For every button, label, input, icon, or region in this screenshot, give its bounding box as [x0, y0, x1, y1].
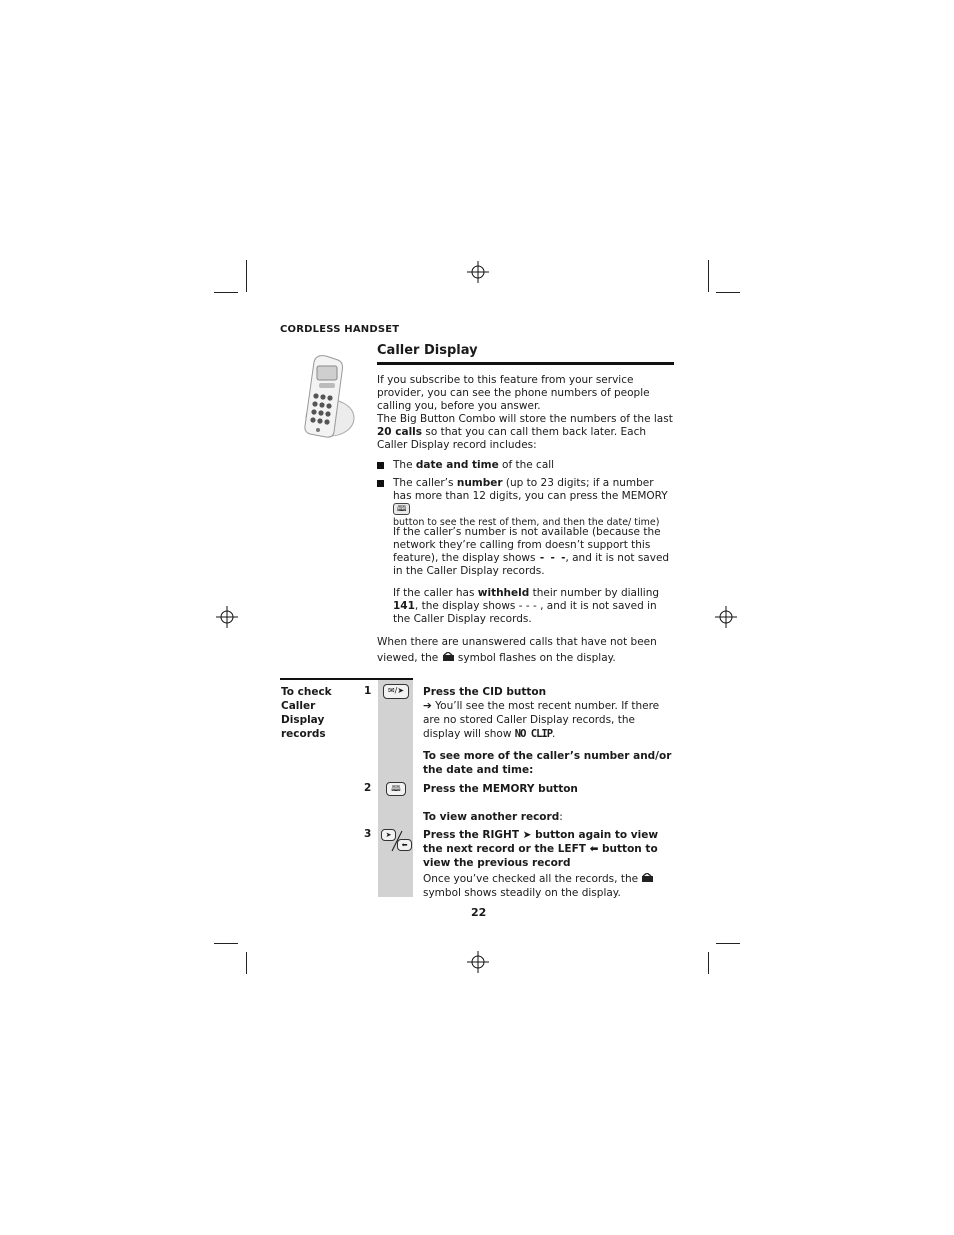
- section-header: CORDLESS HANDSET: [280, 324, 400, 335]
- text-run: If the caller’s number is not available (because the network they’re calling from doesn’t support this feature), the display shows: [393, 526, 661, 564]
- intro-paragraph: [377, 413, 677, 452]
- text-run: When there are unanswered calls that have not been viewed, the: [377, 636, 657, 664]
- intro-text: [377, 374, 677, 452]
- lcd-display-text: NO CLIP: [514, 728, 553, 740]
- step-number: 2: [364, 782, 372, 794]
- step-3: [423, 828, 673, 900]
- page-number: 22: [471, 906, 487, 919]
- text-run: The Big Button Combo will store the numbers of the last: [377, 413, 673, 425]
- list-item: [377, 477, 672, 529]
- text-run-bold: withheld: [477, 587, 530, 599]
- cid-button-icon: ✉/➤: [383, 684, 409, 699]
- text-run: .: [552, 728, 556, 740]
- crop-mark: [246, 952, 247, 974]
- step-instruction: Press the CID button: [423, 686, 547, 698]
- step-number: 3: [364, 828, 372, 840]
- subheading: [423, 810, 673, 824]
- note-paragraph: [393, 526, 673, 578]
- text-run: symbol shows steadily on the display.: [423, 887, 621, 899]
- text-run: The caller’s: [393, 477, 457, 489]
- text-run: , and it is not saved in the Caller Display records.: [393, 552, 670, 577]
- text-run-bold: To view another record: [423, 811, 560, 823]
- text-run: :: [559, 811, 563, 823]
- bullet-square-icon: [377, 462, 384, 469]
- intro-paragraph: If you subscribe to this feature from your service provider, you can see the phone numbers of people calling you, before you answer.: [377, 374, 650, 412]
- unanswered-calls-text: [377, 634, 667, 666]
- text-run-bold: 141: [393, 600, 415, 612]
- text-run: button to view the previous record: [423, 843, 658, 869]
- crop-mark: [716, 943, 740, 944]
- step-1: [423, 685, 673, 741]
- text-run: of the call: [498, 459, 555, 471]
- crop-mark: [708, 260, 709, 292]
- text-run: symbol flashes on the display.: [454, 652, 616, 664]
- text-run: their number by dialling: [529, 587, 660, 599]
- registration-mark-icon: [216, 606, 238, 628]
- crop-mark: [214, 943, 238, 944]
- new-call-envelope-icon: [641, 873, 654, 883]
- procedure-topic: To check Caller Display records: [281, 686, 332, 740]
- phone-handset-image: [300, 352, 355, 440]
- crop-mark: [214, 292, 238, 293]
- crop-mark: [708, 952, 709, 974]
- text-run: button again to view the next record or the LEFT: [423, 829, 659, 855]
- text-run: If the caller has: [393, 587, 478, 599]
- arrow-icon: ➔: [423, 700, 432, 712]
- left-button-icon: ⬅: [397, 839, 412, 851]
- memory-book-icon: 🕮: [393, 503, 410, 515]
- text-run: button to see the rest of them, and then the date/ time): [393, 517, 660, 528]
- text-run: (up to 23 digits; if a number has more than 12 digits, you can press the MEMORY: [393, 477, 668, 502]
- text-run: You’ll see the most recent number. If there are no stored Caller Display records, the display will show: [423, 700, 660, 740]
- memory-book-icon: 🕮: [386, 782, 406, 796]
- registration-mark-icon: [467, 261, 489, 283]
- new-call-envelope-icon: [442, 652, 455, 662]
- page-title: Caller Display: [377, 343, 478, 358]
- step-number: 1: [364, 685, 372, 697]
- note-paragraph: [393, 587, 673, 626]
- step-result: [423, 872, 673, 900]
- display-dashes: - - -: [538, 552, 566, 564]
- step-instruction: Press the MEMORY button: [423, 783, 578, 795]
- registration-mark-icon: [467, 951, 489, 973]
- text-run-bold: date and time: [415, 459, 499, 471]
- text-run-bold: 20 calls: [377, 426, 423, 438]
- bullet-square-icon: [377, 480, 384, 487]
- step-instruction: [423, 828, 673, 870]
- right-button-icon: ➤: [381, 829, 396, 841]
- list-item: [377, 459, 672, 472]
- text-run: Once you’ve checked all the records, the: [423, 873, 642, 885]
- registration-mark-icon: [715, 606, 737, 628]
- text-run: , the display shows - - - , and it is not saved in the Caller Display records.: [393, 600, 657, 625]
- crop-mark: [716, 292, 740, 293]
- text-run: Press the RIGHT: [423, 829, 523, 841]
- title-divider: [377, 362, 674, 365]
- text-run: so that you can call them back later. Each Caller Display record includes:: [377, 426, 647, 451]
- subheading: To see more of the caller’s number and/or the date and time:: [423, 750, 672, 776]
- text-run: The: [393, 459, 416, 471]
- crop-mark: [246, 260, 247, 292]
- right-arrow-icon: ➤: [522, 829, 532, 841]
- text-run-bold: number: [456, 477, 503, 489]
- left-arrow-icon: ⬅: [589, 843, 599, 855]
- step-result: [423, 699, 673, 741]
